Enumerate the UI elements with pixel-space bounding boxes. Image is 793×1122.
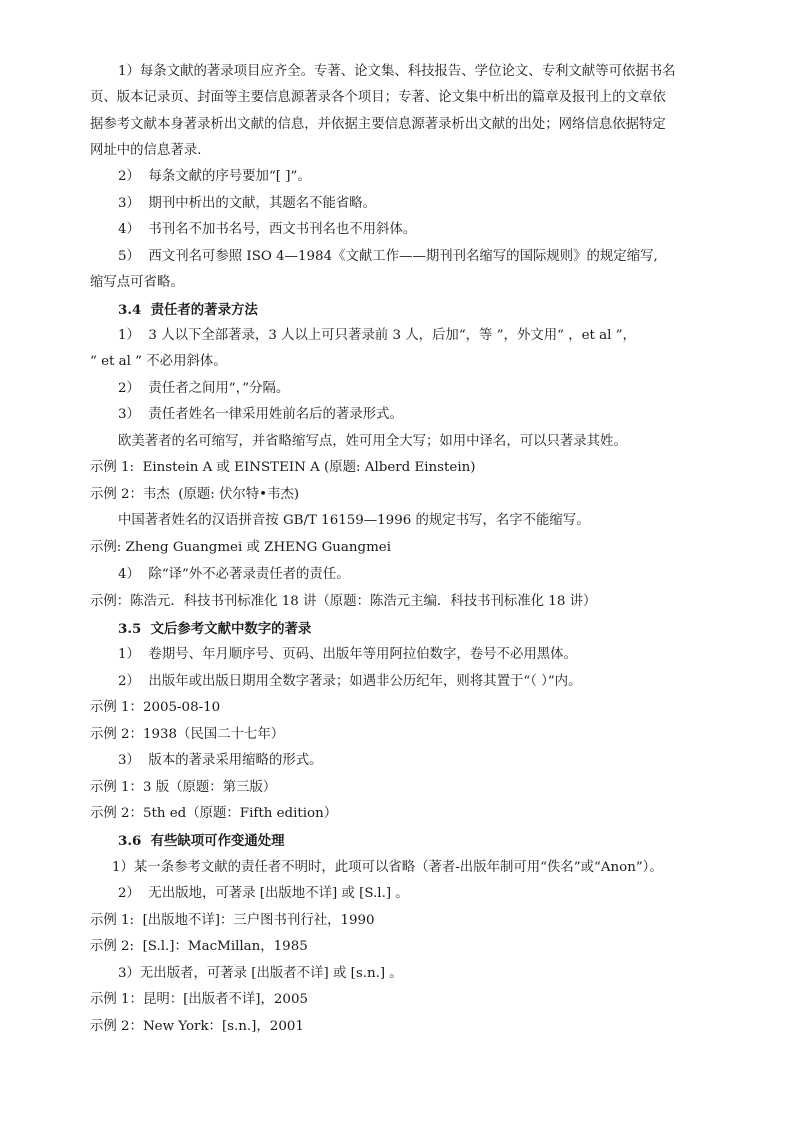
s34-example4: 示例：陈浩元．科技书刊标准化 18 讲（原题：陈浩元主编．科技书刊标准化 18 讲） xyxy=(90,594,597,609)
s35-example2: 示例 2：1938（民国二十七年） xyxy=(90,727,285,742)
s36-example2: 示例 2: [S.l.]：MacMillan，1985 xyxy=(90,939,308,954)
p4-line: 4） 书刊名不加书名号，西文书刊名也不用斜体。 xyxy=(118,222,417,237)
p5-line2: 缩写点可省略。 xyxy=(90,275,184,290)
s36-item1: 1）某一条参考文献的责任者不明时，此项可以省略（著者-出版年制可用“佚名”或“Anon”）。 xyxy=(112,860,663,875)
s35-example4: 示例 2：5th ed（原题：Fifth edition） xyxy=(90,806,338,821)
p1-line1: 1）每条文献的著录项目应齐全。专著、论文集、科技报告、学位论文、专利文献等可依据书名 xyxy=(118,64,676,79)
s34-note2: 中国著者姓名的汉语拼音按 GB/T 16159—1996 的规定书写，名字不能缩写。 xyxy=(118,513,590,528)
p3-line: 3） 期刊中析出的文献，其题名不能省略。 xyxy=(118,196,377,211)
p1-line4: 网址中的信息著录. xyxy=(90,143,202,158)
s34-note1: 欧美著者的名可缩写，并省略缩写点，姓可用全大写；如用中译名，可以只著录其姓。 xyxy=(118,434,627,449)
section-3-4-heading: 3.4 责任者的著录方法 xyxy=(118,302,258,318)
s36-example4: 示例 2：New York：[s.n.]，2001 xyxy=(90,1019,304,1034)
s34-item2: 2） 责任者之间用“，”分隔。 xyxy=(118,381,290,396)
p1-line2: 页、版本记录页、封面等主要信息源著录各个项目；专著、论文集中析出的篇章及报刊上的文章依 xyxy=(90,90,666,105)
section-3-6-heading: 3.6 有些缺项可作变通处理 xyxy=(118,833,285,849)
s34-item3: 3） 责任者姓名一律采用姓前名后的著录形式。 xyxy=(118,407,403,422)
p1-line3: 据参考文献本身著录析出文献的信息，并依据主要信息源著录析出文献的出处；网络信息依据特定 xyxy=(90,117,666,132)
s36-example1: 示例 1: [出版地不详]：三户图书刊行社，1990 xyxy=(90,913,375,928)
s35-item3: 3） 版本的著录采用缩略的形式。 xyxy=(118,753,323,768)
s36-example3: 示例 1：昆明：[出版者不详]，2005 xyxy=(90,992,308,1007)
s35-item1: 1） 卷期号、年月顺序号、页码、出版年等用阿拉伯数字，卷号不必用黑体。 xyxy=(118,647,577,662)
s34-example2: 示例 2：韦杰 (原题: 伏尔特•韦杰) xyxy=(90,487,300,502)
s34-example1: 示例 1: Einstein A 或 EINSTEIN A (原题: Alberd Einstein) xyxy=(90,460,476,475)
s34-item4: 4） 除“译”外不必著录责任者的责任。 xyxy=(118,567,350,582)
s34-item1-line2: “ et al ” 不必用斜体。 xyxy=(90,354,227,369)
s35-item2: 2） 出版年或出版日期用全数字著录；如遇非公历纪年，则将其置于“（ ）”内。 xyxy=(118,674,582,689)
section-3-5-heading: 3.5 文后参考文献中数字的著录 xyxy=(118,621,312,637)
p5-line1: 5） 西文刊名可参照 ISO 4—1984《文献工作——期刊刊名缩写的国际规则》的规定缩写, xyxy=(118,249,658,264)
s36-item3: 3）无出版者，可著录 [出版者不详] 或 [s.n.] 。 xyxy=(118,966,403,981)
s35-example1: 示例 1：2005-08-10 xyxy=(90,700,221,715)
s34-item1-line1: 1） 3 人以下全部著录，3 人以上可只著录前 3 人，后加“，等 ”，外文用“ ，et al ”， xyxy=(118,328,636,343)
s34-example3: 示例: Zheng Guangmei 或 ZHENG Guangmei xyxy=(90,540,391,555)
s36-item2: 2） 无出版地，可著录 [出版地不详] 或 [S.l.] 。 xyxy=(118,886,409,901)
p2-line: 2） 每条文献的序号要加“[ ]”。 xyxy=(118,169,311,184)
s35-example3: 示例 1：3 版（原题：第三版） xyxy=(90,780,277,795)
